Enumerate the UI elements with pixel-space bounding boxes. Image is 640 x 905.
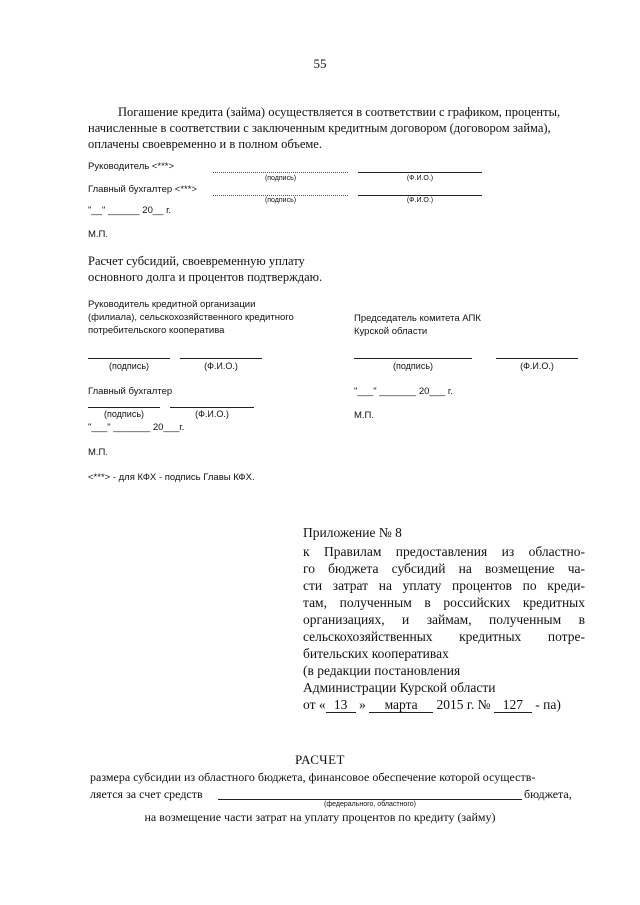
signature-caption: (подпись): [108, 361, 150, 371]
apk-fio-line: [496, 358, 578, 359]
label-line: Председатель комитета АПК: [354, 313, 481, 324]
fio-caption: (Ф.И.О.): [520, 361, 554, 371]
appendix-line: Администрации Курской области: [303, 680, 496, 695]
calculation-line: на возмещение части затрат на уплату процентов по кредиту (займу): [144, 810, 496, 824]
credit-org-fio-line: [180, 358, 262, 359]
appendix-line: организациях, и займам, полученным в: [303, 612, 585, 627]
decree-year: 2015 г. №: [436, 697, 491, 712]
calculation-line: ляется за счет средств: [90, 787, 203, 801]
appendix-line: го бюджета субсидий на возмещение ча-: [303, 561, 585, 576]
fio-caption: (Ф.И.О.): [204, 361, 238, 371]
credit-org-head-label: [88, 298, 294, 337]
label-line: Курской области: [354, 326, 428, 337]
appendix-line: сти затрат на уплату процентов по креди-: [303, 578, 585, 593]
confirmation-text: [88, 253, 588, 285]
date-line: "__" ______ 20__ г.: [88, 205, 172, 216]
fio-caption: (Ф.И.О.): [406, 175, 434, 182]
credit-org-accountant-fio-line: [170, 407, 254, 408]
signature-caption: (подпись): [392, 361, 434, 371]
head-fio-line: [358, 172, 482, 173]
head-signature-line: [213, 172, 348, 173]
fio-caption: (Ф.И.О.): [406, 197, 434, 204]
appendix-block: [303, 524, 585, 713]
fio-caption: (Ф.И.О.): [195, 409, 229, 419]
label-line: (филиала), сельскохозяйственного кредитного: [88, 312, 294, 323]
appendix-line: к Правилам предоставления из областно-: [303, 544, 585, 559]
date-prefix: от «: [303, 697, 326, 712]
accountant-fio-line: [358, 195, 482, 196]
credit-org-stamp-place: М.П.: [88, 447, 109, 458]
credit-org-signature-line: [88, 358, 170, 359]
signature-caption: (подпись): [264, 197, 297, 204]
label-line: Руководитель кредитной организации: [88, 299, 256, 310]
label-line: потребительского кооператива: [88, 325, 225, 336]
appendix-line: (в редакции постановления: [303, 663, 461, 678]
apk-stamp-place: М.П.: [354, 410, 375, 421]
apk-chairman-label: [354, 312, 481, 338]
confirmation-line: Расчет субсидий, своевременную уплату: [88, 254, 305, 268]
credit-org-accountant-signature-line: [88, 407, 160, 408]
appendix-line: там, полученным в российских кредитных: [303, 595, 585, 610]
stamp-place: М.П.: [88, 229, 109, 240]
credit-org-date-line: "___" _______ 20___г.: [88, 422, 185, 433]
budget-source-field: [218, 799, 522, 800]
appendix-date-line: [303, 696, 585, 713]
signature-caption: (подпись): [264, 175, 297, 182]
decree-month: марта: [369, 698, 433, 713]
chief-accountant-label: Главный бухгалтер <***>: [88, 184, 197, 195]
paragraph-line: оплачены своевременно и в полном объеме.: [88, 137, 322, 151]
budget-caption: (федерального, областного): [324, 801, 416, 808]
appendix-line: бительских кооперативах: [303, 646, 449, 661]
appendix-line: сельскохозяйственных кредитных потре-: [303, 629, 585, 644]
decree-suffix: - па): [535, 697, 561, 712]
date-close: »: [358, 697, 366, 712]
paragraph-line: начисленные в соответствии с заключенным кредитным договором (договором займа),: [88, 121, 551, 135]
calculation-line-suffix: бюджета,: [524, 787, 572, 801]
confirmation-line: основного долга и процентов подтверждаю.: [88, 270, 323, 284]
head-label: Руководитель <***>: [88, 161, 175, 172]
accountant-signature-line: [213, 195, 348, 196]
page-number: 55: [313, 56, 327, 71]
footnote: <***> - для КФХ - подпись Главы КФХ.: [88, 472, 255, 483]
apk-signature-line: [354, 358, 472, 359]
repayment-paragraph: [88, 104, 588, 152]
appendix-title: Приложение № 8: [303, 525, 402, 540]
calculation-title: РАСЧЕТ: [295, 752, 345, 767]
credit-org-accountant-label: Главный бухгалтер: [88, 386, 173, 397]
signature-caption: (подпись): [103, 409, 145, 419]
calculation-line: размера субсидии из областного бюджета, финансовое обеспечение которой осуществ-: [90, 770, 536, 784]
decree-day: 13: [326, 698, 356, 713]
paragraph-line: Погашение кредита (займа) осуществляется в соответствии с графиком, проценты,: [118, 105, 561, 119]
apk-date-line: "___" _______ 20___ г.: [354, 386, 453, 397]
decree-number: 127: [494, 698, 532, 713]
